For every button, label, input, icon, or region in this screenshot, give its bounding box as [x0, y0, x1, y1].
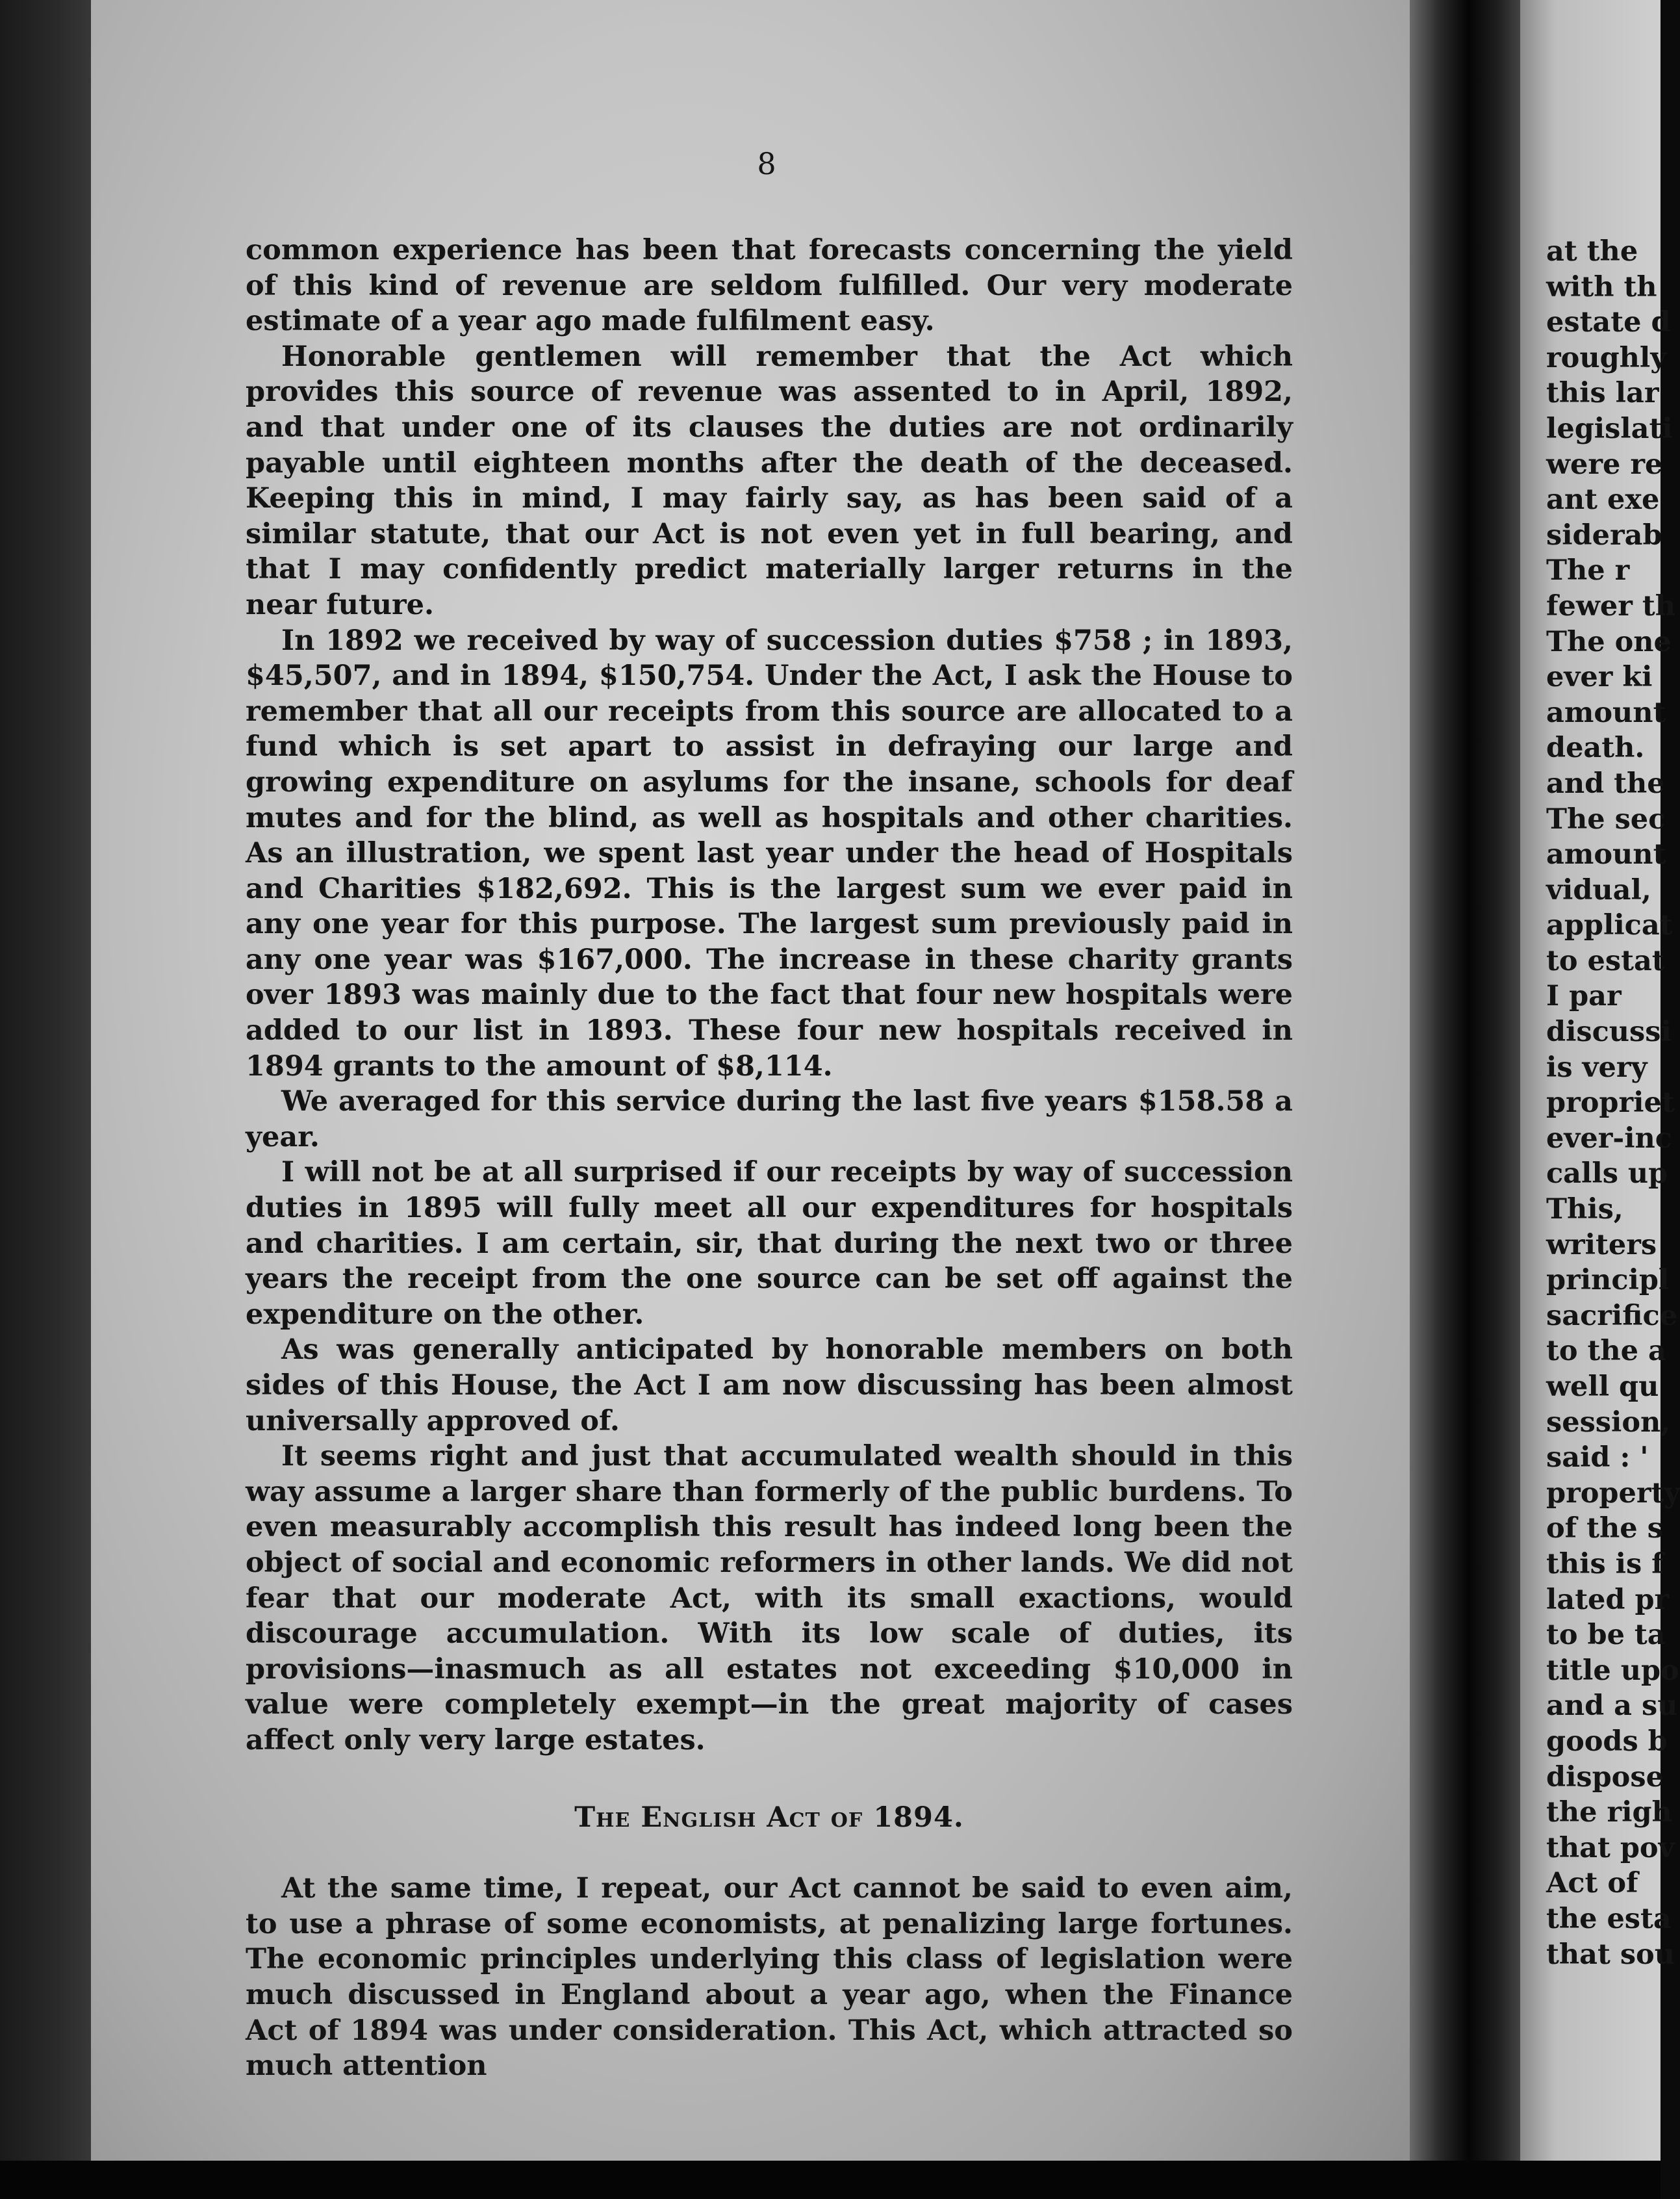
facing-line-fragment: this is f [1546, 1547, 1664, 1580]
facing-line-fragment: siderab [1546, 519, 1662, 552]
facing-line-fragment: ant exe [1546, 483, 1660, 517]
facing-line-fragment: the righ [1546, 1796, 1672, 1829]
left-film-margin [0, 0, 97, 2199]
facing-line-fragment: well qu [1546, 1370, 1659, 1403]
facing-line-fragment: calls up [1546, 1157, 1668, 1190]
facing-line-fragment: The one [1546, 625, 1672, 658]
paragraph: As was generally anticipated by honorable members on both sides of this House, the Act I am now discussing has been almost universally approved of. [246, 1333, 1293, 1437]
paragraph: common experience has been that forecasts concerning the yield of this kind of revenue are seldom fulfilled. Our very moderate estimate of a year ago made fulfilment easy. [246, 234, 1293, 338]
facing-line-fragment: vidual, [1546, 873, 1651, 907]
facing-line-fragment: estate d [1546, 306, 1671, 339]
facing-line-fragment: and a su [1546, 1690, 1678, 1723]
facing-line-fragment: amount [1546, 838, 1666, 871]
facing-line-fragment: The r [1546, 554, 1630, 587]
facing-line-fragment: amount [1546, 696, 1666, 729]
facing-line-fragment: title upo [1546, 1654, 1679, 1687]
facing-line-fragment: fewer th [1546, 589, 1675, 623]
facing-line-fragment: were re [1546, 448, 1663, 481]
facing-line-fragment: ever ki [1546, 661, 1653, 694]
facing-page [1520, 0, 1680, 2161]
facing-line-fragment: Act of [1546, 1867, 1638, 1900]
facing-line-fragment: This, [1546, 1193, 1623, 1226]
facing-line-fragment: principl [1546, 1264, 1670, 1297]
facing-line-fragment: goods b [1546, 1725, 1668, 1758]
paragraph: I will not be at all surprised if our receipts by way of succession duties in 1895 will fully meet all our expenditures for hospitals and charities. I am certain, sir, that during the next two or three years the receipt from the one source can be set off against the expenditure on the other. [246, 1156, 1293, 1331]
facing-line-fragment: ever-inc [1546, 1122, 1672, 1155]
facing-line-fragment: of the s [1546, 1512, 1663, 1545]
facing-line-fragment: said : ' [1546, 1441, 1649, 1474]
facing-line-fragment: roughly [1546, 341, 1667, 374]
paragraph: It seems right and just that accumulated wealth should in this way assume a larger share than formerly of the public burdens. To even measurably accomplish this result has indeed long been the object of social and economic reformers in other lands. We did not fear that our moderate Act, with its small exactions, would discourage accumulation. With its low scale of duties, its provisions—inasmuch as all estates not exceeding $10,000 in value were completely exempt—in the great majority of cases affect only very large estates. [246, 1440, 1293, 1756]
facing-line-fragment: legislati [1546, 412, 1673, 445]
facing-line-fragment: to be ta [1546, 1619, 1666, 1652]
facing-line-fragment: discussi [1546, 1016, 1672, 1049]
facing-line-fragment: to the a [1546, 1335, 1666, 1368]
page-gutter [1410, 0, 1527, 2199]
facing-line-fragment: this lar [1546, 377, 1659, 410]
page-number: 8 [757, 146, 776, 181]
facing-line-fragment: with th [1546, 270, 1657, 303]
facing-line-fragment: is very [1546, 1051, 1648, 1084]
paragraph: We averaged for this service during the last five years $158.58 a year. [246, 1085, 1293, 1153]
paragraph: Honorable gentlemen will remember that the Act which provides this source of revenue was assented to in April, 1892, and that under one of its clauses the duties are not ordinarily payable until eighteen months after the death of the deceased. Keeping this in mind, I may fairly say, as has been said of a similar statute, that our Act is not even yet in full bearing, and that I may confidently predict materially larger returns in the near future. [246, 340, 1293, 621]
facing-line-fragment: lated pr [1546, 1583, 1670, 1616]
facing-line-fragment: and the [1546, 767, 1665, 800]
facing-page-text [1546, 234, 1680, 1972]
paragraph: In 1892 we received by way of succession duties $758 ; in 1893, $45,507, and in 1894, $150,754. Under the Act, I ask the House to remember that all our receipts from this source are allocated to a fund which is set apart to assist in defraying our large and growing expenditure on asylums for the insane, schools for deaf mutes and for the blind, as well as hospitals and other charities. As an illustration, we spent last year under the head of Hospitals and Charities $182,692. This is the largest sum we ever paid in any one year for this purpose. The largest sum previously paid in any one year was $167,000. The increase in these charity grants over 1893 was mainly due to the fact that four new hospitals were added to our list in 1893. These four new hospitals received in 1894 grants to the amount of $8,114. [246, 624, 1293, 1083]
facing-line-fragment: that pov [1546, 1831, 1675, 1864]
facing-line-fragment: sacrifice [1546, 1299, 1678, 1332]
facing-line-fragment: writers [1546, 1228, 1657, 1261]
facing-line-fragment: applicat [1546, 909, 1673, 942]
facing-line-fragment: that sou [1546, 1938, 1675, 1971]
facing-line-fragment: death. [1546, 732, 1645, 765]
facing-line-fragment: propriet [1546, 1087, 1675, 1120]
section-heading: The English Act of 1894. [574, 1801, 964, 1834]
facing-line-fragment: The sec [1546, 803, 1666, 836]
facing-line-fragment: session, [1546, 1406, 1671, 1439]
facing-line-fragment: to estat [1546, 944, 1665, 977]
facing-line-fragment: dispose [1546, 1760, 1664, 1794]
facing-line-fragment: the esta [1546, 1902, 1672, 1935]
bottom-film-margin [0, 2161, 1661, 2199]
facing-line-fragment: at the [1546, 235, 1638, 268]
paragraph: At the same time, I repeat, our Act cannot be said to even aim, to use a phrase of some economists, at penalizing large fortunes. The economic principles underlying this class of legislation were much discussed in England about a year ago, when the Finance Act of 1894 was under consideration. This Act, which attracted so much attention [246, 1872, 1293, 2083]
facing-line-fragment: I par [1546, 980, 1622, 1013]
page-body [246, 233, 1293, 2084]
facing-line-fragment: property [1546, 1476, 1680, 1510]
